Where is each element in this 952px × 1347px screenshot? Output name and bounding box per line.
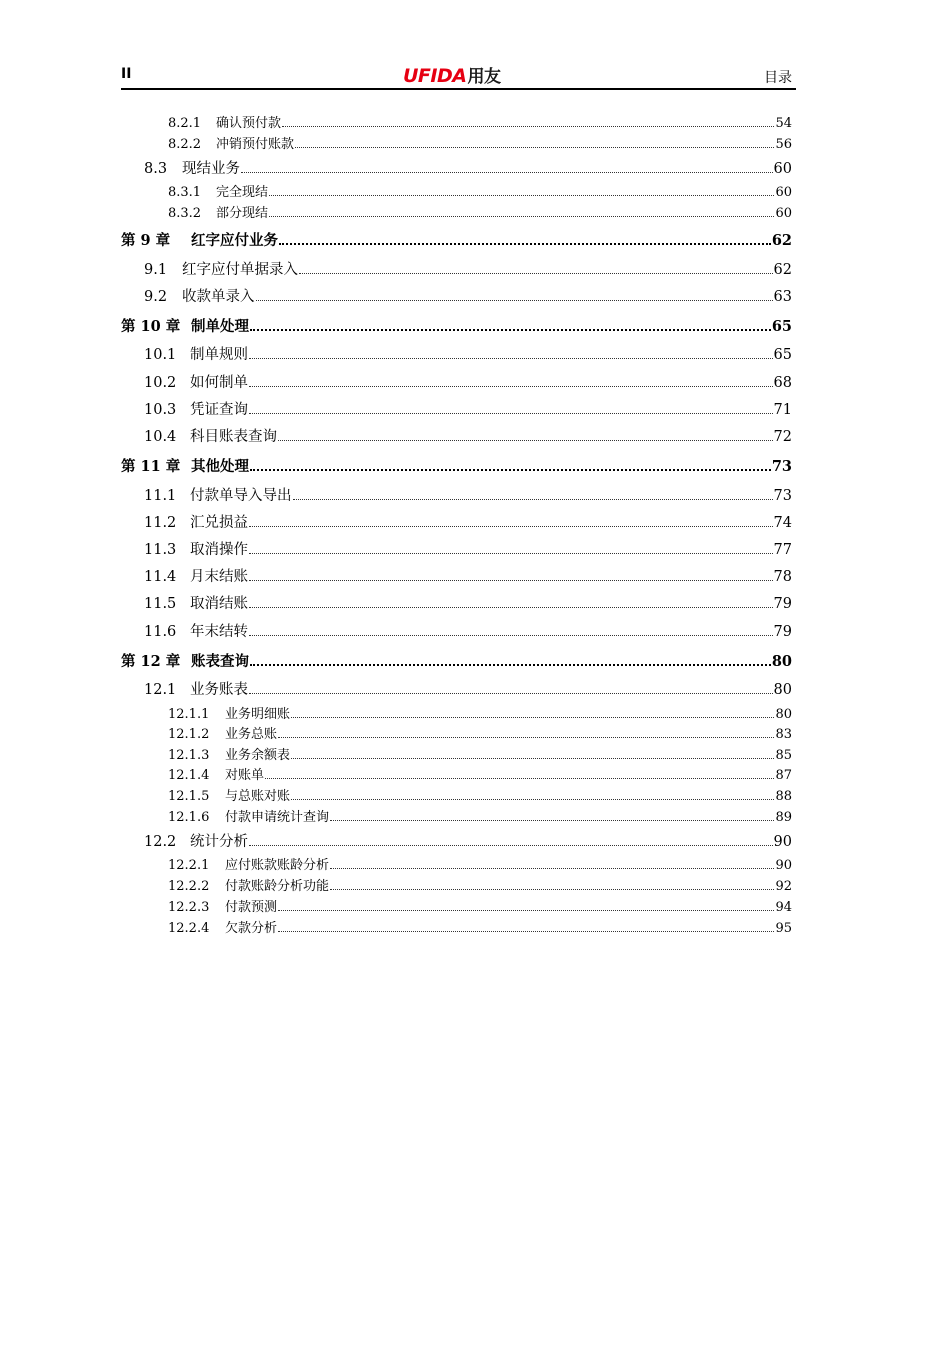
toc-dot-leader [265, 778, 774, 779]
toc-entry-page: 60 [775, 185, 792, 200]
toc-dot-leader [249, 553, 773, 554]
toc-entry-title: 付款申请统计查询 [225, 810, 330, 825]
toc-entry[interactable] [121, 620, 792, 641]
toc-entry[interactable] [121, 723, 792, 742]
toc-entry-page: 62 [771, 232, 792, 249]
toc-entry-number: 11.6 [144, 624, 177, 640]
toc-entry-number: 9.2 [144, 289, 168, 305]
toc-entry[interactable] [121, 229, 792, 250]
toc-entry-number: 12.1 [144, 682, 177, 698]
toc-dot-leader [250, 664, 771, 666]
toc-entry-title: 业务明细账 [225, 707, 291, 722]
toc-dot-leader [279, 243, 771, 245]
toc-dot-leader [291, 799, 774, 800]
toc-entry-number: 10.2 [144, 375, 177, 391]
toc-entry-title: 统计分析 [190, 834, 248, 850]
toc-entry[interactable] [121, 455, 792, 476]
toc-entry-number: 11.2 [144, 515, 177, 531]
toc-entry-number: 12.1.1 [168, 707, 210, 722]
toc-entry[interactable] [121, 112, 792, 131]
toc-entry-number: 第 9 章 [121, 232, 171, 249]
toc-entry-title: 凭证查询 [190, 402, 248, 418]
toc-entry-page: 95 [775, 921, 792, 936]
toc-entry-title: 收款单录入 [182, 289, 255, 305]
toc-dot-leader [278, 910, 774, 911]
toc-entry-page: 60 [775, 206, 792, 221]
toc-entry-page: 92 [775, 879, 792, 894]
toc-entry-number: 8.3.1 [168, 185, 202, 200]
toc-entry-page: 65 [771, 318, 792, 335]
toc-entry[interactable] [121, 703, 792, 722]
toc-entry-page: 79 [773, 596, 792, 612]
toc-dot-leader [299, 273, 773, 274]
toc-entry-number: 8.3 [144, 161, 168, 177]
toc-entry-title: 应付账款账龄分析 [225, 858, 330, 873]
toc-entry-page: 88 [775, 789, 792, 804]
toc-entry[interactable] [121, 785, 792, 804]
toc-entry-number: 12.2.3 [168, 900, 210, 915]
toc-dot-leader [291, 717, 774, 718]
toc-entry-title: 业务总账 [225, 727, 278, 742]
toc-entry-number: 12.1.2 [168, 727, 210, 742]
toc-entry-page: 78 [773, 569, 792, 585]
toc-entry-title: 完全现结 [216, 185, 269, 200]
toc-dot-leader [249, 413, 773, 414]
toc-entry-title: 制单处理 [191, 318, 249, 335]
toc-entry[interactable] [121, 133, 792, 152]
toc-dot-leader [291, 758, 774, 759]
toc-entry-page: 73 [771, 458, 792, 475]
toc-entry-title: 冲销预付账款 [216, 137, 295, 152]
toc-dot-leader [278, 440, 773, 441]
toc-entry-title: 业务余额表 [225, 748, 291, 763]
toc-entry-number: 第 12 章 [121, 653, 181, 670]
logo-cn-text: 用友 [467, 67, 501, 87]
toc-dot-leader [241, 172, 773, 173]
toc-entry-page: 80 [775, 707, 792, 722]
toc-entry-page: 72 [773, 429, 792, 445]
toc-entry-title: 红字应付业务 [191, 232, 278, 249]
toc-entry-title: 部分现结 [216, 206, 269, 221]
toc-entry-title: 付款预测 [225, 900, 278, 915]
toc-dot-leader [250, 469, 771, 471]
toc-entry-page: 68 [773, 375, 792, 391]
toc-entry[interactable] [121, 875, 792, 894]
toc-entry-number: 11.4 [144, 569, 177, 585]
toc-entry-number: 8.2.1 [168, 116, 202, 131]
toc-entry-number: 8.2.2 [168, 137, 202, 152]
toc-entry-number: 12.1.6 [168, 810, 210, 825]
toc-entry[interactable] [121, 917, 792, 936]
toc-entry-page: 80 [773, 682, 792, 698]
toc-entry[interactable] [121, 830, 792, 851]
toc-entry[interactable] [121, 592, 792, 613]
toc-dot-leader [295, 147, 774, 148]
toc-entry[interactable] [121, 398, 792, 419]
toc-entry-title: 取消操作 [190, 542, 248, 558]
toc-entry[interactable] [121, 678, 792, 699]
toc-entry[interactable] [121, 854, 792, 873]
toc-entry-title: 红字应付单据录入 [182, 262, 298, 278]
toc-entry[interactable] [121, 484, 792, 505]
logo-brand-text: UFIDA [403, 65, 467, 87]
toc-entry-number: 第 10 章 [121, 318, 181, 335]
toc-dot-leader [249, 693, 773, 694]
toc-dot-leader [269, 195, 774, 196]
toc-entry-page: 73 [773, 488, 792, 504]
toc-entry-title: 科目账表查询 [190, 429, 277, 445]
toc-entry-page: 85 [775, 748, 792, 763]
toc-dot-leader [330, 889, 774, 890]
toc-entry-title: 取消结账 [190, 596, 248, 612]
toc-entry-page: 71 [773, 402, 792, 418]
toc-entry-number: 12.2 [144, 834, 177, 850]
toc-entry-title: 制单规则 [190, 347, 248, 363]
toc-entry-title: 与总账对账 [225, 789, 291, 804]
toc-entry-title: 如何制单 [190, 375, 248, 391]
toc-dot-leader [293, 499, 773, 500]
toc-dot-leader [278, 737, 774, 738]
toc-entry[interactable] [121, 806, 792, 825]
toc-entry-number: 11.5 [144, 596, 177, 612]
toc-dot-leader [256, 300, 773, 301]
toc-entry[interactable] [121, 371, 792, 392]
toc-entry-title: 汇兑损益 [190, 515, 248, 531]
toc-entry[interactable] [121, 315, 792, 336]
toc-dot-leader [330, 820, 774, 821]
toc-entry-number: 第 11 章 [121, 458, 181, 475]
toc-entry-page: 56 [775, 137, 792, 152]
toc-entry[interactable] [121, 511, 792, 532]
toc-entry-page: 83 [775, 727, 792, 742]
toc-entry-page: 74 [773, 515, 792, 531]
toc-entry-number: 12.1.4 [168, 768, 210, 783]
toc-entry-number: 9.1 [144, 262, 168, 278]
toc-entry[interactable] [121, 157, 792, 178]
toc-entry-title: 现结业务 [182, 161, 240, 177]
toc-entry-title: 其他处理 [191, 458, 249, 475]
toc-entry[interactable] [121, 202, 792, 221]
header-rule [121, 88, 796, 90]
toc-dot-leader [269, 216, 774, 217]
toc-dot-leader [330, 868, 774, 869]
toc-entry-page: 90 [775, 858, 792, 873]
toc-entry-page: 77 [773, 542, 792, 558]
toc-entry-page: 54 [775, 116, 792, 131]
toc-entry-number: 10.3 [144, 402, 177, 418]
toc-entry[interactable] [121, 343, 792, 364]
toc-dot-leader [249, 635, 773, 636]
toc-dot-leader [249, 358, 773, 359]
toc-entry-page: 87 [775, 768, 792, 783]
toc-entry-page: 90 [773, 834, 792, 850]
toc-entry-number: 8.3.2 [168, 206, 202, 221]
toc-entry[interactable] [121, 650, 792, 671]
toc-entry-page: 89 [775, 810, 792, 825]
toc-dot-leader [250, 329, 771, 331]
toc-dot-leader [282, 126, 774, 127]
toc-entry-title: 付款账龄分析功能 [225, 879, 330, 894]
toc-entry[interactable] [121, 181, 792, 200]
toc-entry-number: 10.1 [144, 347, 177, 363]
toc-entry-number: 11.3 [144, 542, 177, 558]
toc-entry-page: 65 [773, 347, 792, 363]
toc-entry-title: 付款单导入导出 [190, 488, 292, 504]
toc-dot-leader [249, 607, 773, 608]
toc-dot-leader [249, 386, 773, 387]
toc-dot-leader [249, 580, 773, 581]
toc-entry-number: 12.2.4 [168, 921, 210, 936]
toc-entry-title: 账表查询 [191, 653, 249, 670]
toc-entry[interactable] [121, 764, 792, 783]
toc-entry-title: 欠款分析 [225, 921, 278, 936]
toc-entry[interactable] [121, 538, 792, 559]
toc-entry-title: 对账单 [225, 768, 265, 783]
toc-entry-title: 年末结转 [190, 624, 248, 640]
toc-entry-number: 12.1.3 [168, 748, 210, 763]
toc-entry-number: 10.4 [144, 429, 177, 445]
toc-entry-page: 94 [775, 900, 792, 915]
toc-entry[interactable] [121, 285, 792, 306]
toc-entry-number: 11.1 [144, 488, 177, 504]
toc-dot-leader [249, 845, 773, 846]
toc-entry-number: 12.2.1 [168, 858, 210, 873]
toc-entry-title: 月末结账 [190, 569, 248, 585]
ufida-logo [403, 62, 500, 87]
toc-dot-leader [278, 931, 774, 932]
toc-entry-page: 80 [771, 653, 792, 670]
toc-entry[interactable] [121, 744, 792, 763]
toc-entry-page: 79 [773, 624, 792, 640]
toc-entry-page: 62 [773, 262, 792, 278]
toc-entry[interactable] [121, 258, 792, 279]
toc-entry[interactable] [121, 896, 792, 915]
toc-entry-page: 63 [773, 289, 792, 305]
toc-entry[interactable] [121, 425, 792, 446]
toc-entry-page: 60 [773, 161, 792, 177]
page-number: II [121, 66, 132, 82]
section-title: 目录 [764, 70, 792, 86]
toc-entry-title: 确认预付款 [216, 116, 282, 131]
toc-entry-number: 12.2.2 [168, 879, 210, 894]
toc-entry[interactable] [121, 565, 792, 586]
toc-entry-title: 业务账表 [190, 682, 248, 698]
page-header [121, 62, 796, 88]
toc-dot-leader [249, 526, 773, 527]
toc-entry-number: 12.1.5 [168, 789, 210, 804]
